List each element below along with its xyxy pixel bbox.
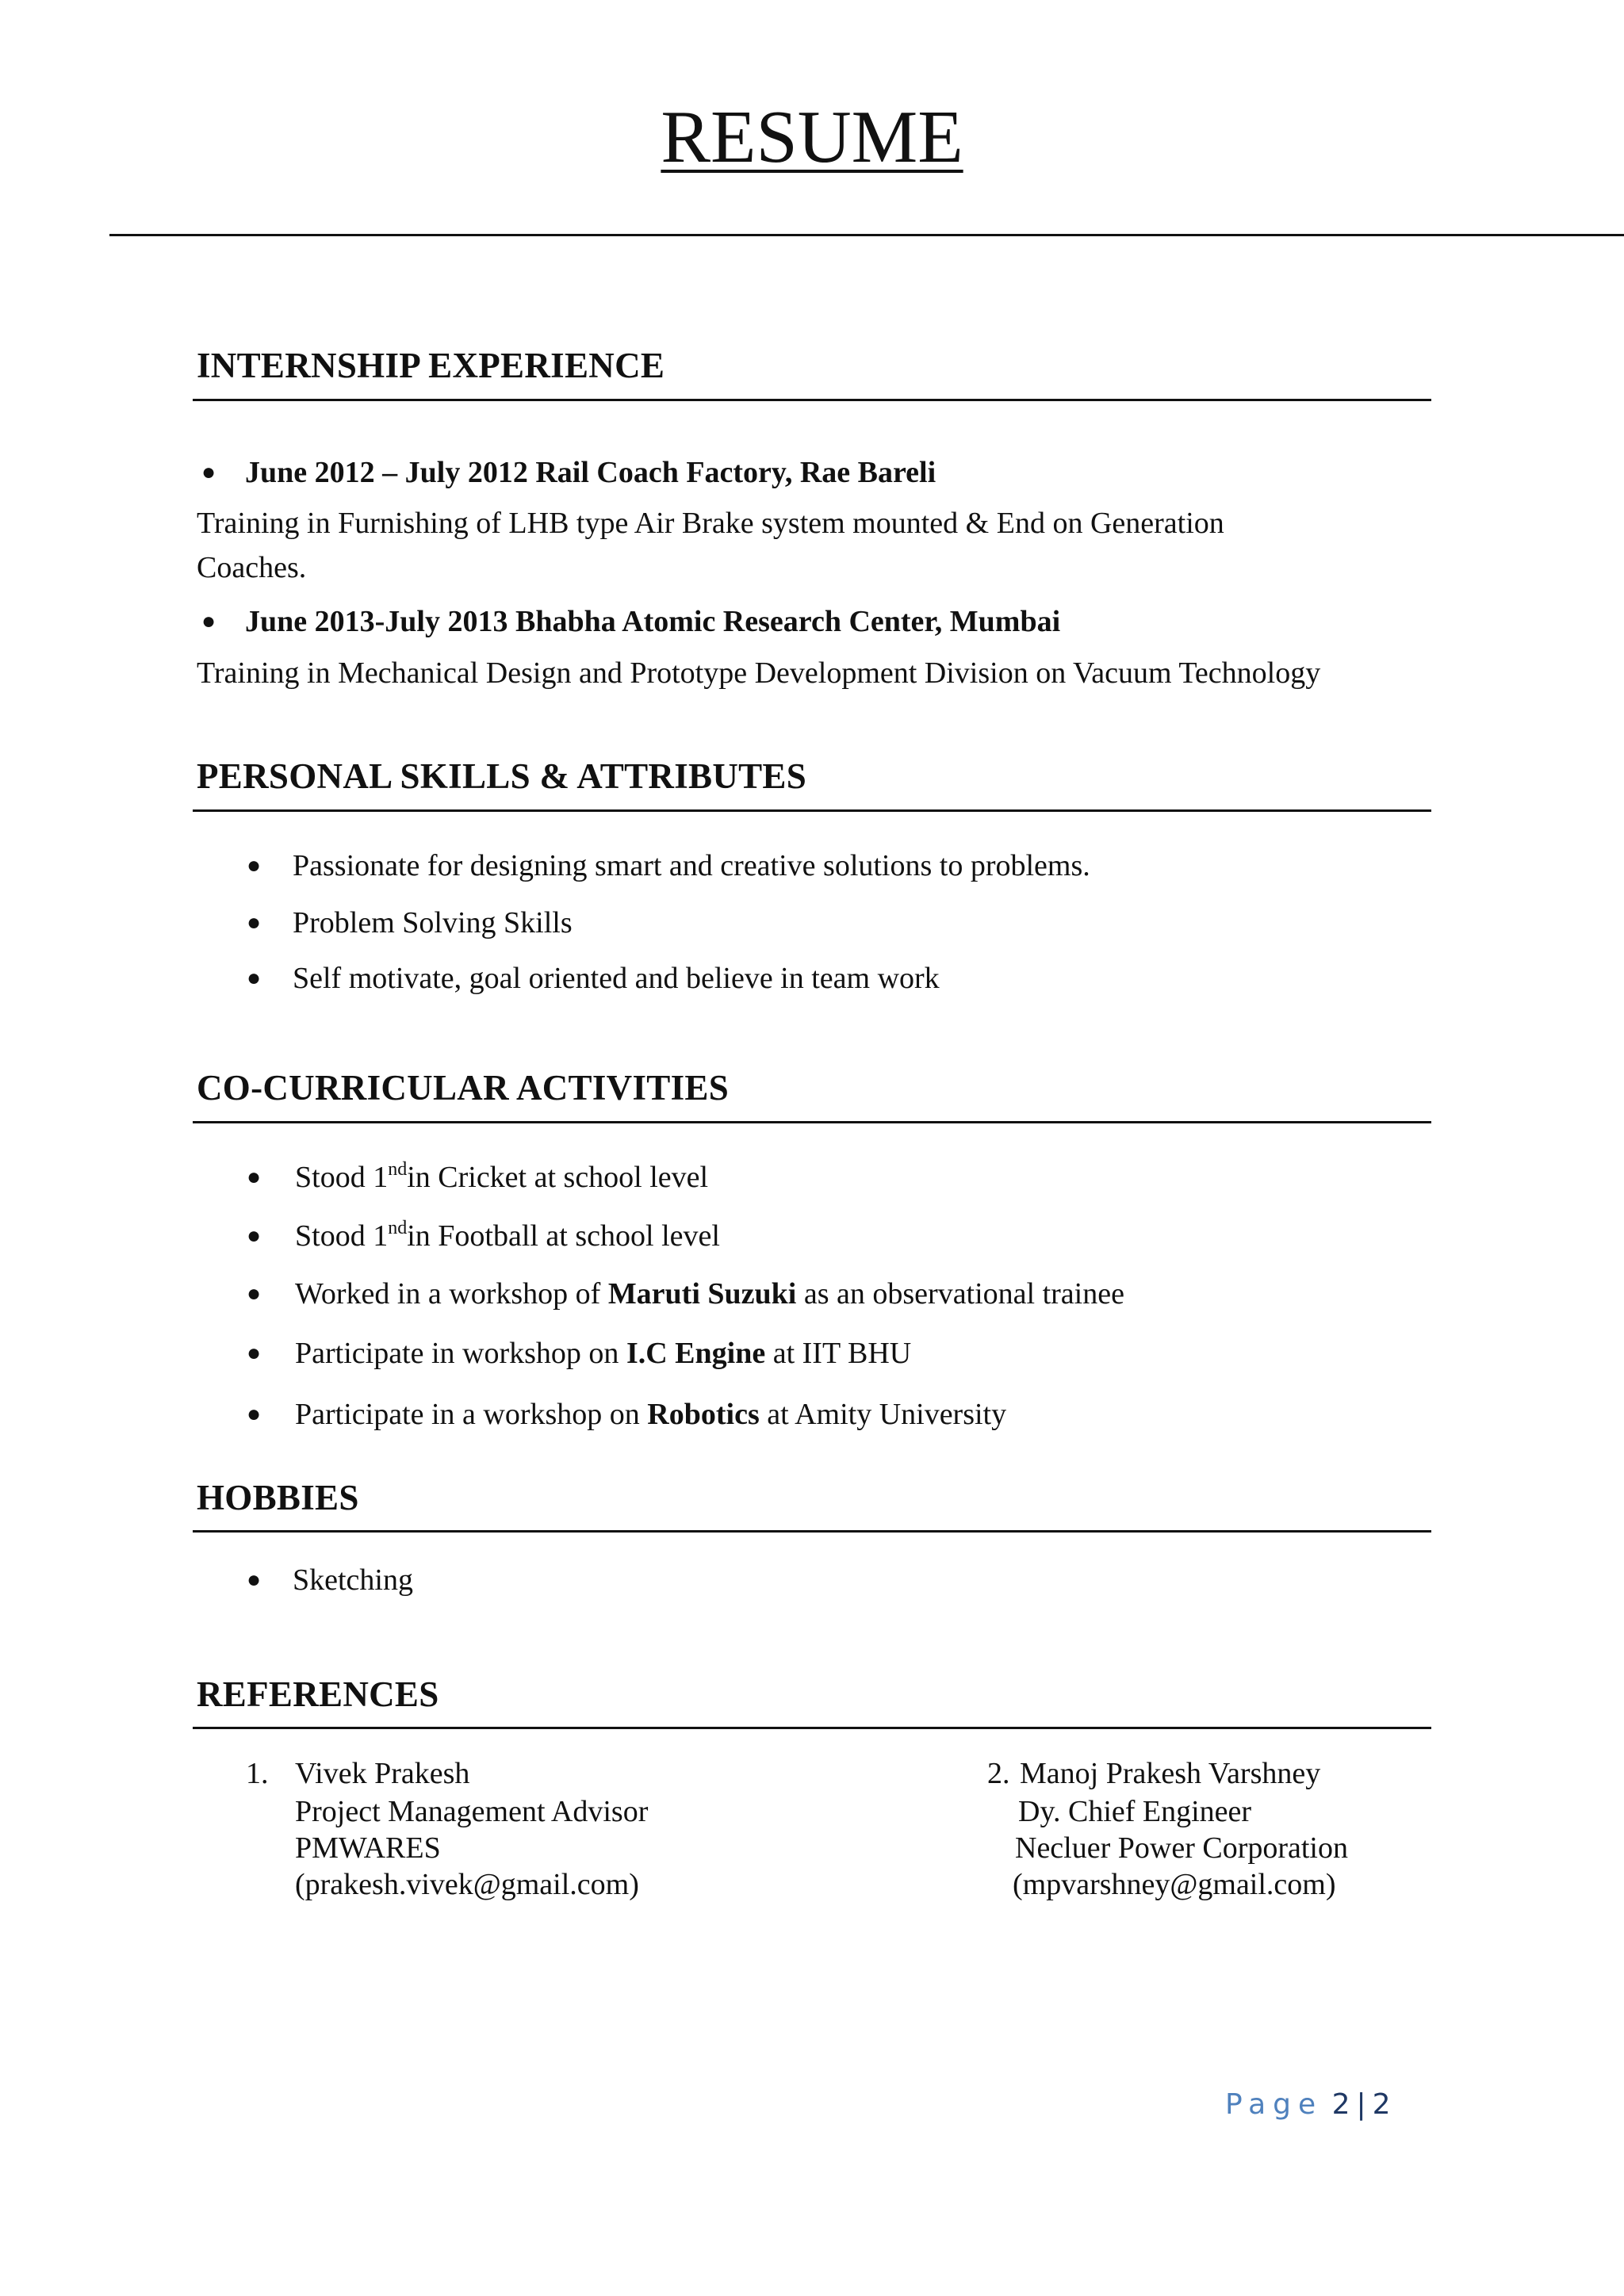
bullet-icon: ●	[247, 1340, 262, 1366]
reference-org: PMWARES	[295, 1831, 441, 1865]
internship-item-header: June 2012 – July 2012 Rail Coach Factory, Rae Bareli	[245, 456, 936, 489]
internship-divider	[193, 399, 1431, 401]
reference-number: 2.	[987, 1757, 1010, 1790]
bullet-icon: ●	[247, 1280, 262, 1307]
bullet-icon: ●	[247, 909, 262, 936]
reference-number: 1.	[246, 1757, 269, 1790]
internship-item-description-cont: Coaches.	[197, 551, 307, 584]
skills-divider	[193, 809, 1431, 812]
page-separator: |	[1356, 2088, 1366, 2121]
activity-item: Worked in a workshop of Maruti Suzuki as an observational trainee	[295, 1277, 1124, 1311]
internship-item-header: June 2013-July 2013 Bhabha Atomic Research Center, Mumbai	[245, 605, 1061, 638]
bullet-icon: ●	[247, 1223, 262, 1249]
reference-email: (mpvarshney@gmail.com)	[1013, 1868, 1336, 1901]
internship-item-description: Training in Mechanical Design and Prototype Development Division on Vacuum Technology	[197, 656, 1321, 690]
title-divider	[109, 234, 1624, 236]
bullet-icon: ●	[247, 1164, 262, 1190]
current-page: 2	[1331, 2088, 1350, 2121]
reference-email: (prakesh.vivek@gmail.com)	[295, 1868, 639, 1901]
skills-heading: PERSONAL SKILLS & ATTRIBUTES	[197, 756, 807, 796]
page-label: Page	[1225, 2088, 1323, 2121]
hobby-item: Sketching	[293, 1563, 413, 1597]
activity-item: Participate in workshop on I.C Engine at IIT BHU	[295, 1337, 912, 1370]
reference-name: Manoj Prakesh Varshney	[1020, 1757, 1321, 1790]
total-pages: 2	[1372, 2088, 1391, 2121]
activity-item: Stood 1ndin Football at school level	[295, 1218, 720, 1253]
internship-item-description: Training in Furnishing of LHB type Air Brake system mounted & End on Generation	[197, 507, 1224, 540]
references-divider	[193, 1727, 1431, 1729]
cocurricular-divider	[193, 1121, 1431, 1123]
reference-role: Project Management Advisor	[295, 1795, 649, 1828]
bullet-icon: ●	[247, 965, 262, 991]
activity-item: Stood 1ndin Cricket at school level	[295, 1159, 709, 1194]
page-number	[1225, 2087, 1391, 2122]
bullet-icon: ●	[201, 459, 216, 485]
reference-org: Necluer Power Corporation	[1015, 1831, 1348, 1865]
skill-item: Self motivate, goal oriented and believe in team work	[293, 962, 940, 995]
cocurricular-heading: CO-CURRICULAR ACTIVITIES	[197, 1068, 730, 1108]
skill-item: Problem Solving Skills	[293, 906, 573, 939]
references-heading: REFERENCES	[197, 1674, 439, 1714]
activity-item: Participate in a workshop on Robotics at Amity University	[295, 1398, 1007, 1431]
bullet-icon: ●	[247, 1567, 262, 1593]
bullet-icon: ●	[247, 1401, 262, 1427]
bullet-icon: ●	[201, 608, 216, 634]
hobbies-divider	[193, 1530, 1431, 1533]
page-title: RESUME	[661, 96, 963, 178]
reference-role: Dy. Chief Engineer	[1018, 1795, 1252, 1828]
reference-name: Vivek Prakesh	[295, 1757, 470, 1790]
skill-item: Passionate for designing smart and creative solutions to problems.	[293, 849, 1090, 882]
internship-heading: INTERNSHIP EXPERIENCE	[197, 346, 665, 385]
bullet-icon: ●	[247, 852, 262, 878]
hobbies-heading: HOBBIES	[197, 1478, 359, 1517]
